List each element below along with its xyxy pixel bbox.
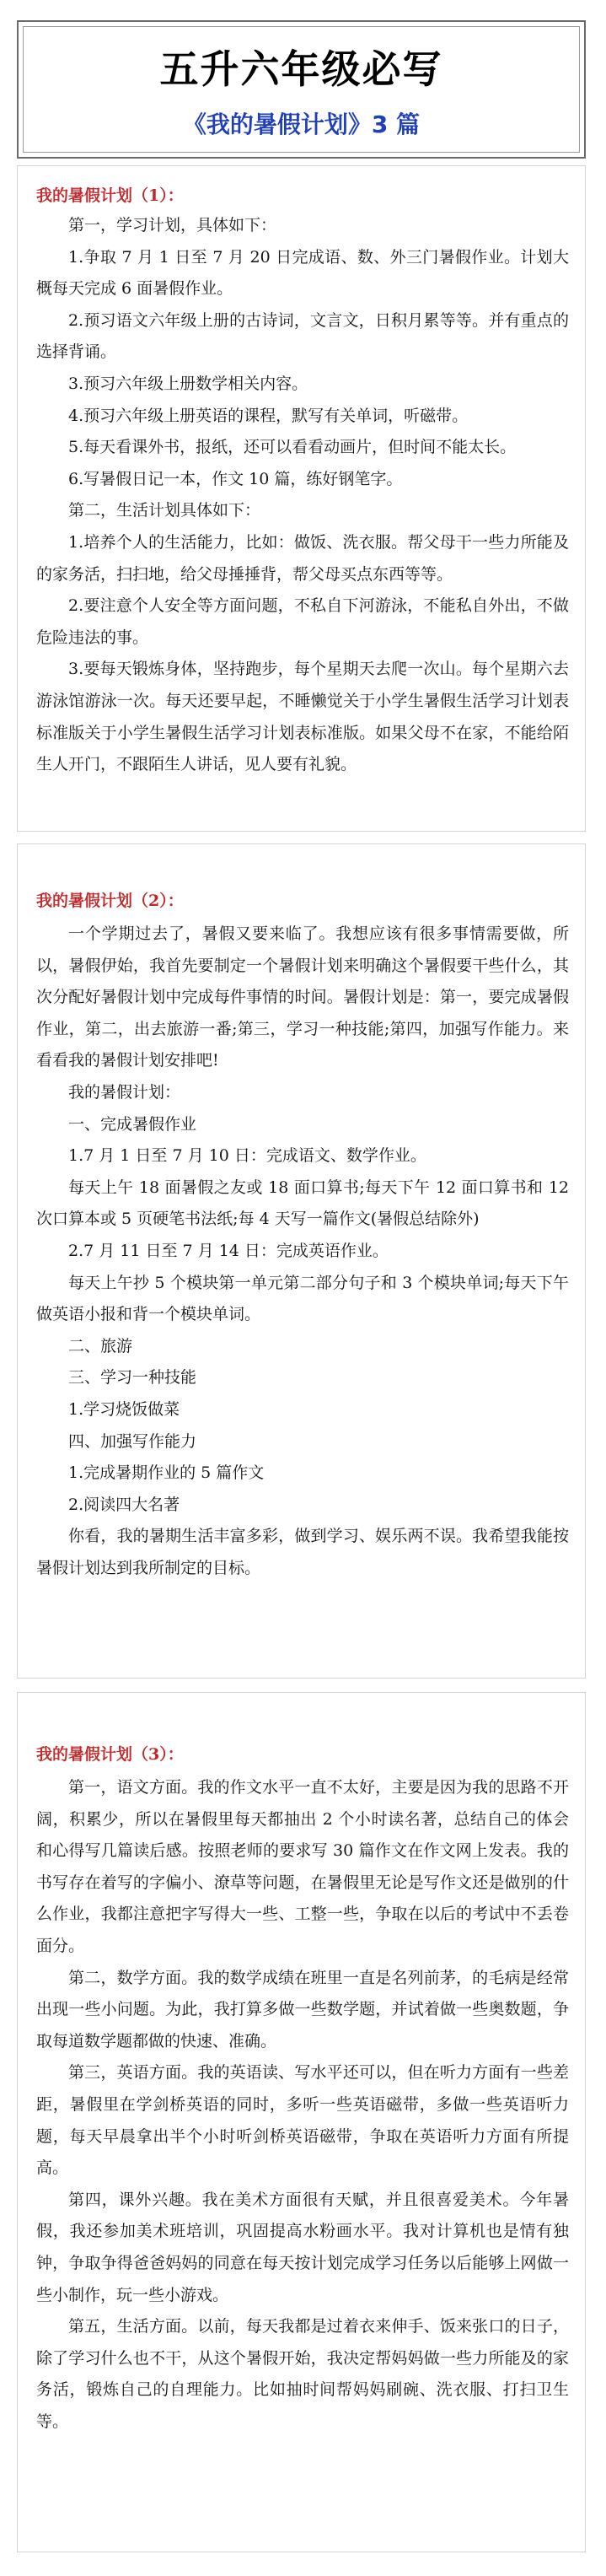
- paragraph: 二、旅游: [68, 1336, 133, 1355]
- plan-section-1: [17, 165, 586, 832]
- section-title: 我的暑假计划（2）：: [36, 892, 184, 910]
- paragraph: 2.预习语文六年级上册的古诗词，文言文，日积月累等等。并有重点的选择背诵。: [36, 310, 569, 362]
- paragraph: 我的暑假计划：: [68, 1082, 181, 1102]
- title-box: [17, 20, 586, 159]
- paragraph: 三、学习一种技能: [68, 1368, 197, 1388]
- paragraph: 1.学习烧饭做菜: [68, 1399, 180, 1419]
- section-body: [36, 919, 569, 1584]
- section-body: [36, 210, 569, 781]
- paragraph: 每天上午抄 5 个模块第一单元第二部分句子和 3 个模块单词;每天下午做英语小报和背一个模块单词。: [36, 1273, 569, 1324]
- paragraph: 每天上午 18 面暑假之友或 18 面口算书;每天下午 12 面口算书和 12 次口算本或 5 页硬笔书法纸;每 4 天写一篇作文(暑假总结除外): [36, 1178, 569, 1229]
- paragraph: 3.预习六年级上册数学相关内容。: [68, 374, 308, 393]
- section-title: 我的暑假计划（3）：: [36, 1745, 184, 1764]
- paragraph: 6.写暑假日记一本，作文 10 篇，练好钢笔字。: [68, 469, 403, 488]
- plan-section-3: [17, 1692, 586, 2552]
- paragraph: 2.要注意个人安全等方面问题，不私自下河游泳，不能私自外出，不做危险违法的事。: [36, 596, 569, 647]
- paragraph: 2.阅读四大名著: [68, 1495, 180, 1514]
- paragraph: 1.完成暑期作业的 5 篇作文: [68, 1463, 265, 1483]
- paragraph: 4.预习六年级上册英语的课程，默写有关单词，听磁带。: [68, 406, 469, 425]
- paragraph: 第一，学习计划，具体如下：: [68, 216, 277, 234]
- paragraph: 1.7 月 1 日至 7 月 10 日：完成语文、数学作业。: [68, 1146, 426, 1166]
- paragraph: 你看，我的暑期生活丰富多彩，做到学习、娱乐两不误。我希望我能按暑假计划达到我所制定的目标。: [36, 1527, 569, 1577]
- paragraph: 第二，生活计划具体如下：: [68, 501, 261, 520]
- paragraph: 一、完成暑假作业: [68, 1114, 197, 1134]
- paragraph: 四、加强写作能力: [68, 1431, 197, 1451]
- paragraph: 第四，课外兴趣。我在美术方面很有天赋，并且很喜爱美术。今年暑假，我还参加美术班培训，巩固提高水粉画水平。我对计算机也是情有独钟，争取争得爸爸妈妈的同意在每天按计划完成学习任务以后能够上网做一些小制作，玩一些小游戏。: [36, 2190, 569, 2304]
- paragraph: 第五，生活方面。以前，每天我都是过着衣来伸手、饭来张口的日子，除了学习什么也不干，从这个暑假开始，我决定帮妈妈做一些力所能及的家务活，锻炼自己的自理能力。比如抽时间帮妈妈刷碗、洗衣服、打扫卫生等。: [36, 2317, 569, 2431]
- page-subtitle: 《我的暑假计划》3 篇: [182, 110, 421, 138]
- paragraph: 1.争取 7 月 1 日至 7 月 20 日完成语、数、外三门暑假作业。计划大概每天完成 6 面暑假作业。: [36, 247, 569, 299]
- paragraph: 第二，数学方面。我的数学成绩在班里一直是名列前茅，的毛病是经常出现一些小问题。为此，我打算多做一些数学题，并试着做一些奥数题，争取每道数学题都做的快速、准确。: [36, 1968, 569, 2051]
- paragraph: 5.每天看课外书，报纸，还可以看看动画片，但时间不能太长。: [68, 438, 517, 457]
- paragraph: 第一，语文方面。我的作文水平一直不太好，主要是因为我的思路不开阔，积累少，所以在暑假里每天都抽出 2 个小时读名著，总结自己的体会和心得写几篇读后感。按照老师的要求写 30 篇作文在作文网上发表。我的书写存在着写的字偏小、潦草等问题，在暑假里无论是写作文还是做别的什么作业，我都注意把字写得大一些、工整一些，争取在以后的考试中不丢卷面分。: [36, 1778, 569, 1955]
- plan-section-2: [17, 843, 586, 1679]
- paragraph: 1.培养个人的生活能力，比如：做饭、洗衣服。帮父母干一些力所能及的家务活，扫扫地，给父母捶捶背，帮父母买点东西等等。: [36, 532, 569, 584]
- paragraph: 第三，英语方面。我的英语读、写水平还可以，但在听力方面有一些差距，暑假里在学剑桥英语的同时，多听一些英语磁带，多做一些英语听力题，每天早晨拿出半个小时听剑桥英语磁带，争取在英语听力方面有所提高。: [36, 2063, 569, 2178]
- paragraph: 3.要每天锻炼身体，坚持跑步，每个星期天去爬一次山。每个星期六去游泳馆游泳一次。每天还要早起，不睡懒觉关于小学生暑假生活学习计划表标准版关于小学生暑假生活学习计划表标准版。如果父母不在家，不能给陌生人开门，不跟陌生人讲话，见人要有礼貌。: [36, 660, 569, 774]
- paragraph: 一个学期过去了，暑假又要来临了。我想应该有很多事情需要做，所以，暑假伊始，我首先要制定一个暑假计划来明确这个暑假要干些什么，其次分配好暑假计划中完成每件事情的时间。暑假计划是：第一，要完成暑假作业，第二，出去旅游一番;第三，学习一种技能;第四，加强写作能力。来看看我的暑假计划安排吧!: [36, 924, 569, 1070]
- page-title: 五升六年级必写: [159, 46, 443, 92]
- section-title: 我的暑假计划（1）：: [36, 186, 184, 205]
- paragraph: 2.7 月 11 日至 7 月 14 日：完成英语作业。: [68, 1241, 389, 1260]
- section-body: [36, 1772, 569, 2438]
